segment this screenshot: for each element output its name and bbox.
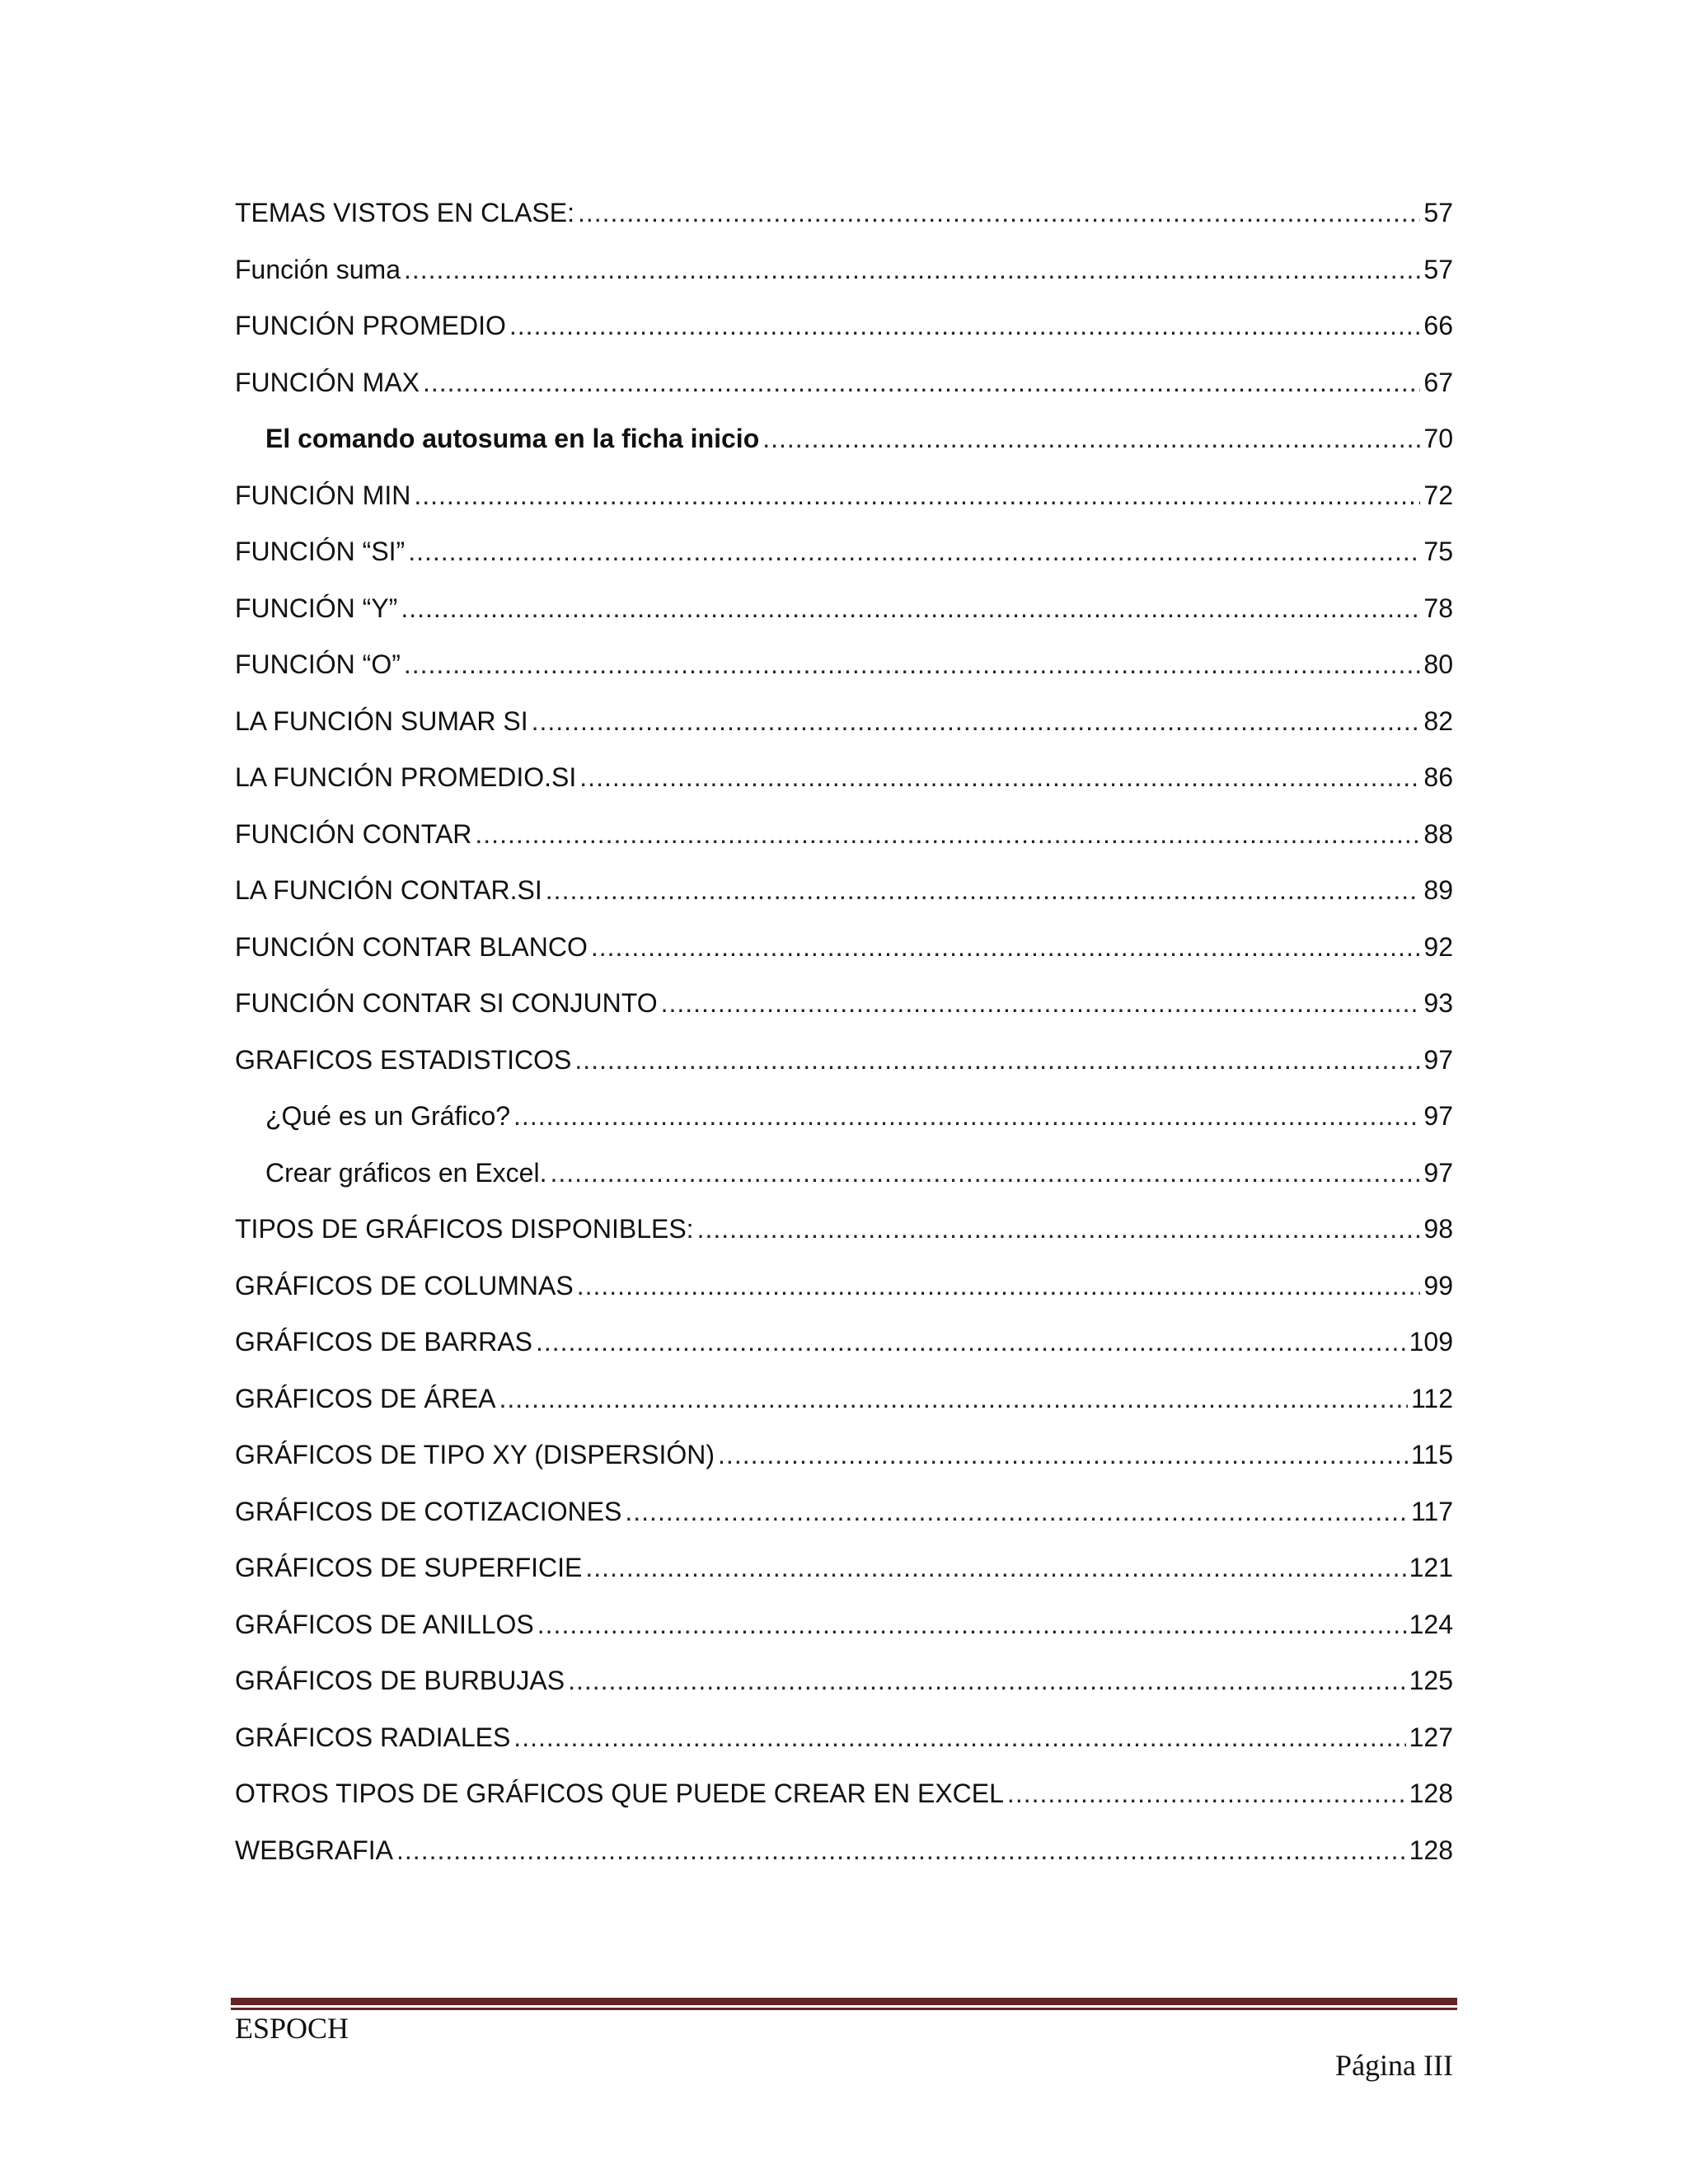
toc-dot-leader: [625, 1490, 1408, 1533]
toc-entry-label: GRAFICOS ESTADISTICOS: [235, 1044, 572, 1075]
toc-entry-page: 124: [1409, 1609, 1453, 1639]
toc-dot-leader: [591, 926, 1421, 968]
toc-entry-page: 127: [1409, 1722, 1453, 1752]
toc-dot-leader: [499, 1377, 1408, 1420]
toc-dot-leader: [762, 417, 1420, 460]
toc-entry-label: GRÁFICOS DE COLUMNAS: [235, 1270, 574, 1301]
footer-rule-thick: [231, 1998, 1457, 2005]
toc-entry[interactable]: [235, 1829, 1453, 1886]
toc-entry-page: 97: [1423, 1101, 1453, 1131]
toc-entry[interactable]: [235, 530, 1453, 587]
toc-entry-label: FUNCIÓN “O”: [235, 649, 401, 679]
table-of-contents: [235, 191, 1453, 1885]
toc-entry[interactable]: [235, 1546, 1453, 1603]
toc-entry[interactable]: [235, 1716, 1453, 1773]
toc-dot-leader: [568, 1659, 1406, 1702]
toc-entry[interactable]: [235, 1094, 1453, 1151]
toc-dot-leader: [550, 1151, 1420, 1194]
toc-dot-leader: [579, 756, 1420, 799]
toc-entry-page: 112: [1410, 1383, 1453, 1413]
toc-entry-page: 78: [1423, 593, 1453, 623]
toc-entry-page: 93: [1423, 988, 1453, 1018]
toc-entry[interactable]: [235, 361, 1453, 418]
toc-entry[interactable]: [235, 304, 1453, 361]
toc-entry-page: 117: [1410, 1496, 1453, 1526]
toc-entry-label: FUNCIÓN MIN: [235, 480, 411, 510]
toc-entry[interactable]: [235, 756, 1453, 813]
footer-institution: ESPOCH: [235, 2012, 349, 2045]
toc-entry-label: GRÁFICOS DE BURBUJAS: [235, 1666, 565, 1695]
toc-entry-page: 75: [1423, 537, 1453, 566]
toc-entry-label: FUNCIÓN CONTAR SI CONJUNTO: [235, 988, 658, 1018]
toc-entry[interactable]: [235, 191, 1453, 248]
toc-entry[interactable]: [235, 1038, 1453, 1095]
toc-entry-label: OTROS TIPOS DE GRÁFICOS QUE PUEDE CREAR EN EXCEL: [235, 1779, 1004, 1808]
toc-dot-leader: [661, 982, 1421, 1024]
toc-entry-page: 109: [1409, 1327, 1453, 1357]
toc-entry-page: 57: [1423, 254, 1453, 284]
toc-entry-page: 128: [1409, 1835, 1453, 1865]
toc-dot-leader: [423, 361, 1420, 404]
toc-entry[interactable]: [235, 926, 1453, 982]
toc-entry-label: ¿Qué es un Gráfico?: [265, 1101, 511, 1131]
toc-entry-page: 80: [1423, 649, 1453, 679]
toc-entry-label: LA FUNCIÓN SUMAR SI: [235, 705, 528, 736]
toc-entry-label: Crear gráficos en Excel.: [265, 1157, 547, 1188]
toc-entry-label: FUNCIÓN CONTAR: [235, 818, 472, 849]
toc-dot-leader: [1007, 1772, 1406, 1815]
toc-dot-leader: [532, 700, 1421, 743]
toc-entry-page: 66: [1423, 311, 1453, 340]
toc-entry-label: FUNCIÓN “SI”: [235, 537, 406, 566]
toc-entry-label: TEMAS VISTOS EN CLASE:: [235, 198, 574, 227]
toc-entry[interactable]: [235, 417, 1453, 474]
toc-entry[interactable]: [235, 1151, 1453, 1208]
toc-entry[interactable]: [235, 1433, 1453, 1490]
toc-entry[interactable]: [235, 248, 1453, 305]
toc-dot-leader: [697, 1207, 1421, 1250]
toc-dot-leader: [408, 530, 1420, 573]
footer-page-number: Página III: [1335, 2049, 1453, 2082]
toc-entry-label: GRÁFICOS DE ANILLOS: [235, 1609, 534, 1639]
toc-dot-leader: [585, 1546, 1405, 1589]
toc-entry-page: 70: [1423, 424, 1453, 453]
toc-entry-page: 99: [1423, 1270, 1453, 1301]
toc-dot-leader: [718, 1433, 1408, 1476]
toc-entry-page: 121: [1409, 1553, 1453, 1582]
toc-entry-page: 97: [1423, 1044, 1453, 1075]
toc-dot-leader: [513, 1094, 1420, 1137]
toc-dot-leader: [414, 474, 1420, 517]
footer-rule-thin: [231, 2008, 1457, 2010]
toc-dot-leader: [475, 813, 1420, 855]
toc-entry[interactable]: [235, 587, 1453, 644]
toc-entry-label: GRÁFICOS DE TIPO XY (DISPERSIÓN): [235, 1440, 715, 1469]
toc-entry-page: 92: [1423, 931, 1453, 962]
toc-entry[interactable]: [235, 982, 1453, 1038]
toc-entry[interactable]: [235, 1264, 1453, 1321]
toc-dot-leader: [513, 1716, 1405, 1759]
toc-entry-label: FUNCIÓN MAX: [235, 367, 420, 397]
toc-entry[interactable]: [235, 1207, 1453, 1264]
toc-dot-leader: [537, 1603, 1406, 1646]
toc-entry-label: GRÁFICOS DE ÁREA: [235, 1383, 496, 1413]
toc-entry[interactable]: [235, 474, 1453, 531]
toc-entry-page: 88: [1423, 818, 1453, 849]
toc-entry-page: 67: [1423, 367, 1453, 397]
toc-entry-label: LA FUNCIÓN CONTAR.SI: [235, 875, 542, 905]
toc-entry[interactable]: [235, 643, 1453, 700]
toc-entry[interactable]: [235, 1377, 1453, 1434]
toc-entry[interactable]: [235, 1320, 1453, 1377]
toc-entry-page: 89: [1423, 875, 1453, 905]
toc-dot-leader: [396, 1829, 1406, 1872]
toc-dot-leader: [577, 1264, 1421, 1307]
toc-entry-label: TIPOS DE GRÁFICOS DISPONIBLES:: [235, 1214, 694, 1244]
toc-entry-label: FUNCIÓN CONTAR BLANCO: [235, 931, 588, 962]
toc-entry[interactable]: [235, 1490, 1453, 1547]
toc-dot-leader: [401, 587, 1420, 630]
toc-entry-page: 115: [1410, 1440, 1453, 1469]
toc-entry[interactable]: [235, 1603, 1453, 1660]
toc-entry-label: FUNCIÓN PROMEDIO: [235, 311, 506, 340]
toc-entry-label: WEBGRAFIA: [235, 1835, 394, 1865]
toc-entry-page: 128: [1409, 1779, 1453, 1808]
toc-entry[interactable]: [235, 700, 1453, 757]
toc-entry-page: 125: [1409, 1666, 1453, 1695]
toc-entry-label: Función suma: [235, 254, 401, 284]
toc-dot-leader: [546, 869, 1421, 912]
toc-dot-leader: [536, 1320, 1406, 1363]
toc-entry-page: 98: [1423, 1214, 1453, 1244]
toc-entry[interactable]: [235, 1772, 1453, 1829]
toc-entry[interactable]: [235, 813, 1453, 869]
toc-dot-leader: [578, 191, 1420, 234]
toc-entry-page: 82: [1423, 705, 1453, 736]
toc-dot-leader: [404, 643, 1421, 686]
toc-entry-label: GRÁFICOS DE SUPERFICIE: [235, 1553, 583, 1582]
toc-entry-page: 86: [1423, 762, 1453, 792]
toc-entry-label: FUNCIÓN “Y”: [235, 593, 398, 623]
toc-dot-leader: [509, 304, 1421, 347]
toc-entry-page: 72: [1423, 480, 1453, 510]
toc-entry-label: GRÁFICOS RADIALES: [235, 1722, 511, 1752]
toc-entry[interactable]: [235, 1659, 1453, 1716]
toc-entry-label: GRÁFICOS DE COTIZACIONES: [235, 1496, 622, 1526]
toc-entry[interactable]: [235, 869, 1453, 926]
toc-dot-leader: [404, 248, 1420, 291]
toc-dot-leader: [574, 1038, 1420, 1081]
toc-entry-label: El comando autosuma en la ficha inicio: [265, 424, 760, 453]
toc-entry-page: 57: [1423, 198, 1453, 227]
toc-entry-label: LA FUNCIÓN PROMEDIO.SI: [235, 762, 577, 792]
toc-entry-page: 97: [1423, 1157, 1453, 1188]
toc-entry-label: GRÁFICOS DE BARRAS: [235, 1327, 532, 1357]
